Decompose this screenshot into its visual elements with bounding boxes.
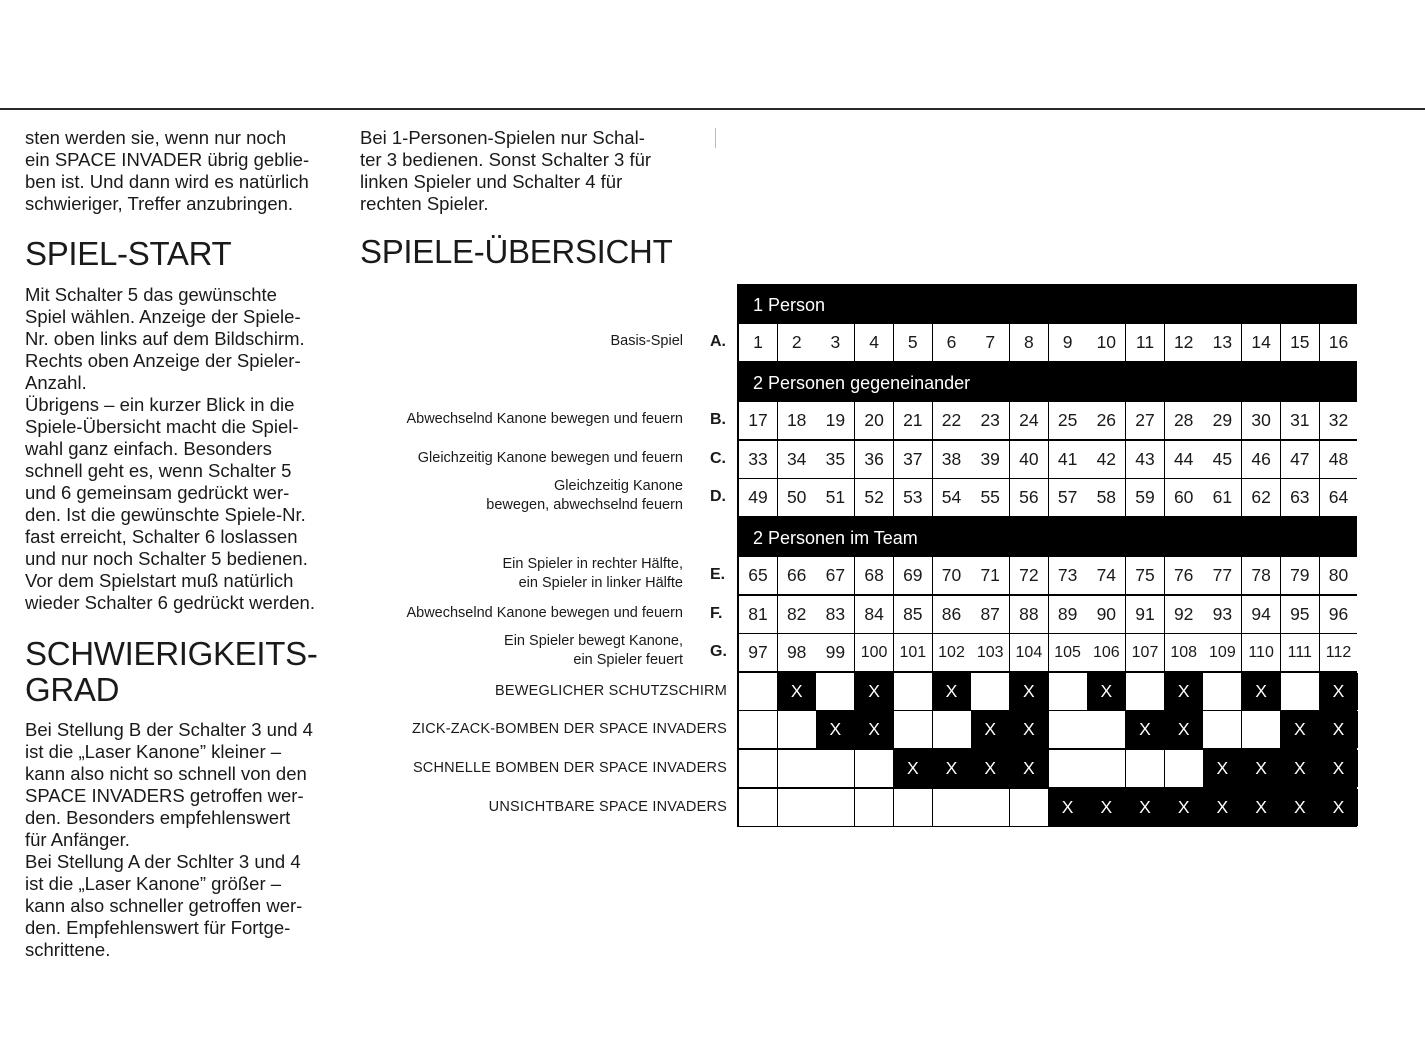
- game-number-cell: 90: [1087, 596, 1125, 633]
- game-number-cell: 24: [1010, 402, 1048, 439]
- feature-empty-cell: [1049, 711, 1087, 748]
- feature-empty-cell: [971, 789, 1009, 826]
- game-number-cell: 68: [855, 557, 893, 594]
- left-intro-text: sten werden sie, wenn nur noch ein SPACE INVADER übrig geblie- ben ist. Und dann wird es natürlich schwieriger, Treffer anzubringen.: [25, 127, 310, 214]
- feature-empty-cell: [855, 750, 893, 787]
- feature-mark-cell: X: [1320, 750, 1358, 787]
- spiele-uebersicht-heading: SPIELE-ÜBERSICHT: [360, 233, 673, 270]
- game-number-cell: 20: [855, 402, 893, 439]
- game-number-cell: 70: [933, 557, 971, 594]
- feature-empty-cell: [778, 711, 816, 748]
- game-number-cell: 36: [855, 441, 893, 478]
- game-number-cell: 3: [816, 324, 854, 361]
- game-number-cell: 1: [739, 324, 777, 361]
- row-label: Gleichzeitig Kanone bewegen und feuern: [417, 450, 683, 466]
- feature-empty-cell: [894, 789, 932, 826]
- feature-empty-cell: [894, 673, 932, 710]
- feature-empty-cell: [1087, 750, 1125, 787]
- row-letter: B.: [710, 411, 726, 428]
- game-number-cell: 96: [1320, 596, 1358, 633]
- row-label: Ein Spieler bewegt Kanone, ein Spieler feuert: [504, 633, 683, 668]
- game-number-cell: 49: [739, 479, 777, 516]
- game-number-cell: 39: [971, 441, 1009, 478]
- feature-mark-cell: X: [1242, 789, 1280, 826]
- game-number-cell: 65: [739, 557, 777, 594]
- feature-mark-cell: X: [1126, 711, 1164, 748]
- game-number-cell: 30: [1242, 402, 1280, 439]
- spiel-start-heading: SPIEL-START: [25, 235, 232, 272]
- feature-empty-cell: [778, 750, 816, 787]
- game-number-cell: 15: [1281, 324, 1319, 361]
- game-number-cell: 45: [1203, 441, 1241, 478]
- game-number-cell: 91: [1126, 596, 1164, 633]
- game-number-cell: 73: [1049, 557, 1087, 594]
- game-number-cell: 92: [1165, 596, 1203, 633]
- game-number-cell: 76: [1165, 557, 1203, 594]
- game-number-cell: 47: [1281, 441, 1319, 478]
- game-number-cell: 75: [1126, 557, 1164, 594]
- game-number-cell: 38: [933, 441, 971, 478]
- feature-empty-cell: [739, 789, 777, 826]
- row-letter: F.: [710, 605, 723, 622]
- feature-mark-cell: X: [855, 673, 893, 710]
- feature-mark-cell: X: [1165, 789, 1203, 826]
- game-number-cell: 14: [1242, 324, 1280, 361]
- feature-mark-cell: X: [778, 673, 816, 710]
- feature-mark-cell: X: [894, 750, 932, 787]
- feature-mark-cell: X: [1281, 750, 1319, 787]
- game-number-cell: 99: [816, 634, 854, 671]
- row-label: Basis-Spiel: [610, 333, 683, 349]
- feature-mark-cell: X: [1203, 789, 1241, 826]
- row-label: Abwechselnd Kanone bewegen und feuern: [406, 605, 683, 621]
- feature-mark-cell: X: [1320, 711, 1358, 748]
- feature-empty-cell: [1203, 673, 1241, 710]
- game-number-cell: 98: [778, 634, 816, 671]
- game-number-cell: 64: [1320, 479, 1358, 516]
- spiel-start-text: Mit Schalter 5 das gewünschte Spiel wählen. Anzeige der Spiele- Nr. oben links auf dem Bildschirm. Rechts oben Anzeige der Spieler- Anzahl. Übrigens – ein kurzer Blick in die Spiele-Übersicht macht die Spiel- wahl ganz einfach. Besonders schnell geht es, wenn Schalter 5 und 6 gemeinsam gedrückt wer- den. Ist die gewünschte Spiele-Nr. fast erreicht, Schalter 6 loslassen und nur noch Schalter 5 bedienen. Vor dem Spielstart muß natürlich wieder Schalter 6 gedrückt werden.: [25, 284, 315, 613]
- game-number-cell: 10: [1087, 324, 1125, 361]
- game-number-cell: 71: [971, 557, 1009, 594]
- game-number-cell: 6: [933, 324, 971, 361]
- game-number-cell: 16: [1320, 324, 1358, 361]
- feature-empty-cell: [971, 673, 1009, 710]
- game-number-cell: 33: [739, 441, 777, 478]
- feature-empty-cell: [816, 750, 854, 787]
- game-number-cell: 25: [1049, 402, 1087, 439]
- game-number-cell: 2: [778, 324, 816, 361]
- feature-mark-cell: X: [971, 711, 1009, 748]
- game-number-cell: 43: [1126, 441, 1164, 478]
- game-number-cell: 17: [739, 402, 777, 439]
- game-number-cell: 51: [816, 479, 854, 516]
- feature-empty-cell: [933, 711, 971, 748]
- feature-mark-cell: X: [1165, 673, 1203, 710]
- section-band: 1 Person: [738, 287, 1356, 323]
- feature-mark-cell: X: [1049, 789, 1087, 826]
- game-number-cell: 4: [855, 324, 893, 361]
- game-number-cell: 88: [1010, 596, 1048, 633]
- game-number-cell: 97: [739, 634, 777, 671]
- feature-empty-cell: [933, 789, 971, 826]
- game-number-cell: 57: [1049, 479, 1087, 516]
- game-number-cell: 32: [1320, 402, 1358, 439]
- feature-empty-cell: [816, 673, 854, 710]
- game-number-cell: 62: [1242, 479, 1280, 516]
- game-number-cell: 69: [894, 557, 932, 594]
- feature-mark-cell: X: [816, 711, 854, 748]
- feature-empty-cell: [1126, 673, 1164, 710]
- game-number-cell: 61: [1203, 479, 1241, 516]
- game-number-cell: 50: [778, 479, 816, 516]
- game-number-cell: 35: [816, 441, 854, 478]
- game-number-cell: 9: [1049, 324, 1087, 361]
- game-number-cell: 37: [894, 441, 932, 478]
- feature-mark-cell: X: [1010, 711, 1048, 748]
- feature-mark-cell: X: [1010, 750, 1048, 787]
- feature-mark-cell: X: [971, 750, 1009, 787]
- feature-empty-cell: [739, 750, 777, 787]
- game-number-cell: 110: [1242, 634, 1280, 671]
- feature-mark-cell: X: [1320, 673, 1358, 710]
- game-number-cell: 78: [1242, 557, 1280, 594]
- game-number-cell: 54: [933, 479, 971, 516]
- feature-mark-cell: X: [1126, 789, 1164, 826]
- game-number-cell: 95: [1281, 596, 1319, 633]
- feature-empty-cell: [739, 673, 777, 710]
- feature-label: SCHNELLE BOMBEN DER SPACE INVADERS: [412, 760, 727, 776]
- row-letter: A.: [710, 333, 726, 350]
- game-number-cell: 27: [1126, 402, 1164, 439]
- game-number-cell: 22: [933, 402, 971, 439]
- game-number-cell: 59: [1126, 479, 1164, 516]
- feature-empty-cell: [1242, 711, 1280, 748]
- feature-empty-cell: [1087, 711, 1125, 748]
- game-number-cell: 55: [971, 479, 1009, 516]
- game-number-cell: 80: [1320, 557, 1358, 594]
- feature-empty-cell: [1049, 673, 1087, 710]
- game-number-cell: 85: [894, 596, 932, 633]
- feature-mark-cell: X: [1087, 789, 1125, 826]
- page-fold: [715, 128, 716, 148]
- schwierigkeit-text: Bei Stellung B der Schalter 3 und 4 ist die „Laser Kanone” kleiner – kann also nicht so schnell von den SPACE INVADERS getroffen wer- den. Besonders empfehlenswert für Anfänger. Bei Stellung A der Schlter 3 und 4 ist die „Laser Kanone” größer – kann also schneller getroffen wer- den. Empfehlenswert für Fortge- schrittene.: [25, 719, 313, 960]
- feature-mark-cell: X: [855, 711, 893, 748]
- row-label: Abwechselnd Kanone bewegen und feuern: [406, 411, 683, 427]
- feature-empty-cell: [894, 711, 932, 748]
- game-number-cell: 19: [816, 402, 854, 439]
- row-letter: C.: [710, 450, 726, 467]
- game-number-cell: 41: [1049, 441, 1087, 478]
- section-band: 2 Personen gegeneinander: [738, 365, 1356, 401]
- feature-mark-cell: X: [1320, 789, 1358, 826]
- feature-mark-cell: X: [1281, 711, 1319, 748]
- feature-mark-cell: X: [1281, 789, 1319, 826]
- feature-mark-cell: X: [1010, 673, 1048, 710]
- game-number-cell: 72: [1010, 557, 1048, 594]
- feature-empty-cell: [1203, 711, 1241, 748]
- game-number-cell: 23: [971, 402, 1009, 439]
- feature-empty-cell: [1165, 750, 1203, 787]
- game-number-cell: 107: [1126, 634, 1164, 671]
- game-number-cell: 66: [778, 557, 816, 594]
- game-number-cell: 94: [1242, 596, 1280, 633]
- feature-mark-cell: X: [933, 673, 971, 710]
- game-number-cell: 105: [1049, 634, 1087, 671]
- game-number-cell: 84: [855, 596, 893, 633]
- feature-empty-cell: [1010, 789, 1048, 826]
- game-number-cell: 60: [1165, 479, 1203, 516]
- section-band: 2 Personen im Team: [738, 520, 1356, 556]
- middle-intro-text: Bei 1-Personen-Spielen nur Schal- ter 3 bedienen. Sonst Schalter 3 für linken Spieler und Schalter 4 für rechten Spieler.: [360, 127, 652, 214]
- game-number-cell: 109: [1203, 634, 1241, 671]
- game-number-cell: 8: [1010, 324, 1048, 361]
- game-number-cell: 103: [971, 634, 1009, 671]
- game-number-cell: 12: [1165, 324, 1203, 361]
- game-number-cell: 108: [1165, 634, 1203, 671]
- feature-mark-cell: X: [933, 750, 971, 787]
- game-number-cell: 53: [894, 479, 932, 516]
- game-number-cell: 79: [1281, 557, 1319, 594]
- feature-empty-cell: [816, 789, 854, 826]
- game-number-cell: 46: [1242, 441, 1280, 478]
- feature-mark-cell: X: [1165, 711, 1203, 748]
- game-number-cell: 34: [778, 441, 816, 478]
- feature-label: ZICK-ZACK-BOMBEN DER SPACE INVADERS: [411, 721, 727, 737]
- game-number-cell: 18: [778, 402, 816, 439]
- game-number-cell: 21: [894, 402, 932, 439]
- game-number-cell: 89: [1049, 596, 1087, 633]
- feature-empty-cell: [1281, 673, 1319, 710]
- feature-label: BEWEGLICHER SCHUTZSCHIRM: [495, 683, 727, 699]
- feature-mark-cell: X: [1203, 750, 1241, 787]
- game-number-cell: 100: [855, 634, 893, 671]
- game-number-cell: 48: [1320, 441, 1358, 478]
- feature-empty-cell: [739, 711, 777, 748]
- game-number-cell: 29: [1203, 402, 1241, 439]
- game-number-cell: 111: [1281, 634, 1319, 671]
- game-number-cell: 112: [1320, 634, 1358, 671]
- feature-empty-cell: [855, 789, 893, 826]
- game-number-cell: 81: [739, 596, 777, 633]
- game-number-cell: 26: [1087, 402, 1125, 439]
- feature-mark-cell: X: [1242, 750, 1280, 787]
- game-number-cell: 86: [933, 596, 971, 633]
- feature-empty-cell: [778, 789, 816, 826]
- game-number-cell: 40: [1010, 441, 1048, 478]
- game-number-cell: 42: [1087, 441, 1125, 478]
- game-number-cell: 28: [1165, 402, 1203, 439]
- game-number-cell: 87: [971, 596, 1009, 633]
- game-number-cell: 52: [855, 479, 893, 516]
- game-number-cell: 67: [816, 557, 854, 594]
- top-rule: [0, 108, 1425, 110]
- game-number-cell: 5: [894, 324, 932, 361]
- row-label: Gleichzeitig Kanone bewegen, abwechselnd feuern: [486, 478, 683, 513]
- game-number-cell: 7: [971, 324, 1009, 361]
- game-number-cell: 106: [1087, 634, 1125, 671]
- row-letter: G.: [710, 643, 727, 660]
- game-number-cell: 93: [1203, 596, 1241, 633]
- game-number-cell: 56: [1010, 479, 1048, 516]
- game-number-cell: 58: [1087, 479, 1125, 516]
- row-label: Ein Spieler in rechter Hälfte, ein Spieler in linker Hälfte: [502, 556, 683, 591]
- feature-mark-cell: X: [1087, 673, 1125, 710]
- feature-empty-cell: [1126, 750, 1164, 787]
- game-number-cell: 104: [1010, 634, 1048, 671]
- game-number-cell: 44: [1165, 441, 1203, 478]
- feature-label: UNSICHTBARE SPACE INVADERS: [488, 799, 727, 815]
- row-letter: E.: [710, 566, 726, 583]
- game-number-cell: 101: [894, 634, 932, 671]
- game-number-cell: 13: [1203, 324, 1241, 361]
- game-number-cell: 82: [778, 596, 816, 633]
- game-number-cell: 83: [816, 596, 854, 633]
- game-number-cell: 102: [933, 634, 971, 671]
- game-number-cell: 77: [1203, 557, 1241, 594]
- feature-empty-cell: [1049, 750, 1087, 787]
- feature-mark-cell: X: [1242, 673, 1280, 710]
- game-number-cell: 63: [1281, 479, 1319, 516]
- game-number-cell: 11: [1126, 324, 1164, 361]
- game-number-cell: 74: [1087, 557, 1125, 594]
- game-number-cell: 31: [1281, 402, 1319, 439]
- row-letter: D.: [710, 488, 726, 505]
- schwierigkeit-heading: SCHWIERIGKEITS- GRAD: [25, 635, 318, 708]
